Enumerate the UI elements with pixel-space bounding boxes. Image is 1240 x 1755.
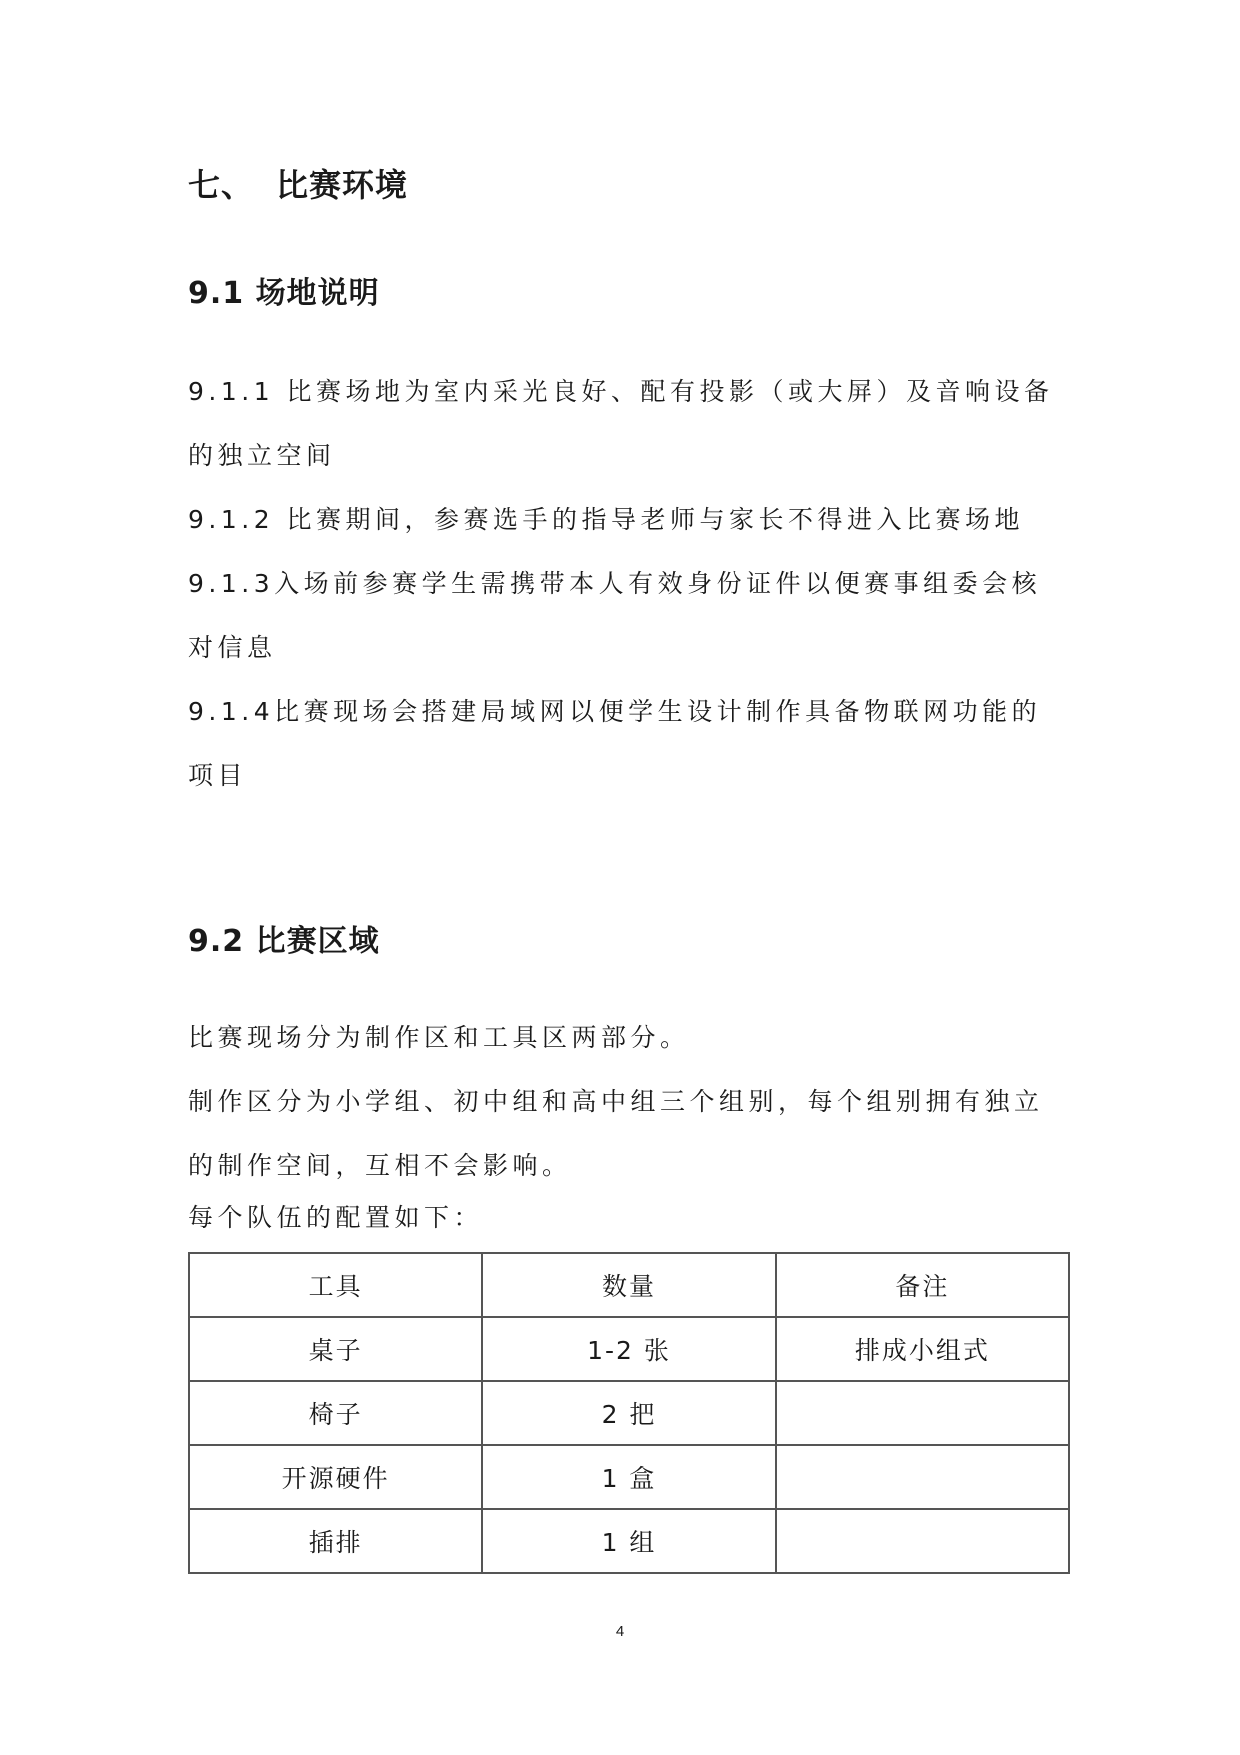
table-header-row xyxy=(189,1253,1069,1317)
paragraph-team-config: 每个队伍的配置如下： xyxy=(188,1203,484,1232)
paragraph-9-1-3: 9.1.3入场前参赛学生需携带本人有效身份证件以便赛事组委会核对信息 xyxy=(188,569,1042,662)
paragraph-areas: 比赛现场分为制作区和工具区两部分。 xyxy=(188,1023,690,1052)
table-header-cell: 备注 xyxy=(776,1253,1069,1317)
table-cell xyxy=(776,1509,1069,1573)
table-cell: 1 组 xyxy=(482,1509,775,1573)
table-cell xyxy=(776,1445,1069,1509)
table-header-cell: 工具 xyxy=(189,1253,482,1317)
paragraph-9-1-4: 9.1.4比赛现场会搭建局域网以便学生设计制作具备物联网功能的项目 xyxy=(188,697,1042,790)
table-cell: 1 盒 xyxy=(482,1445,775,1509)
team-config-table xyxy=(188,1252,1070,1574)
chapter-heading xyxy=(188,160,408,206)
table-cell: 椅子 xyxy=(189,1381,482,1445)
table-row xyxy=(189,1445,1069,1509)
chapter-number: 七、 xyxy=(188,166,255,204)
section-heading-9-2: 9.2 比赛区域 xyxy=(188,924,380,959)
paragraph-9-1-2: 9.1.2 比赛期间，参赛选手的指导老师与家长不得进入比赛场地 xyxy=(188,505,1025,534)
table-cell: 桌子 xyxy=(189,1317,482,1381)
table-header-cell: 数量 xyxy=(482,1253,775,1317)
paragraph-9-1-1: 9.1.1 比赛场地为室内采光良好、配有投影（或大屏）及音响设备的独立空间 xyxy=(188,377,1054,470)
table-row xyxy=(189,1381,1069,1445)
table-cell: 开源硬件 xyxy=(189,1445,482,1509)
table-cell: 1-2 张 xyxy=(482,1317,775,1381)
table-cell: 2 把 xyxy=(482,1381,775,1445)
paragraph-production-zone: 制作区分为小学组、初中组和高中组三个组别，每个组别拥有独立的制作空间，互相不会影响。 xyxy=(188,1087,1044,1180)
chapter-title: 比赛环境 xyxy=(276,166,409,204)
table-row xyxy=(189,1509,1069,1573)
section-heading-9-1: 9.1 场地说明 xyxy=(188,276,380,311)
table-row xyxy=(189,1317,1069,1381)
table-cell: 插排 xyxy=(189,1509,482,1573)
page-number: 4 xyxy=(615,1623,625,1640)
table-cell xyxy=(776,1381,1069,1445)
table-cell: 排成小组式 xyxy=(776,1317,1069,1381)
